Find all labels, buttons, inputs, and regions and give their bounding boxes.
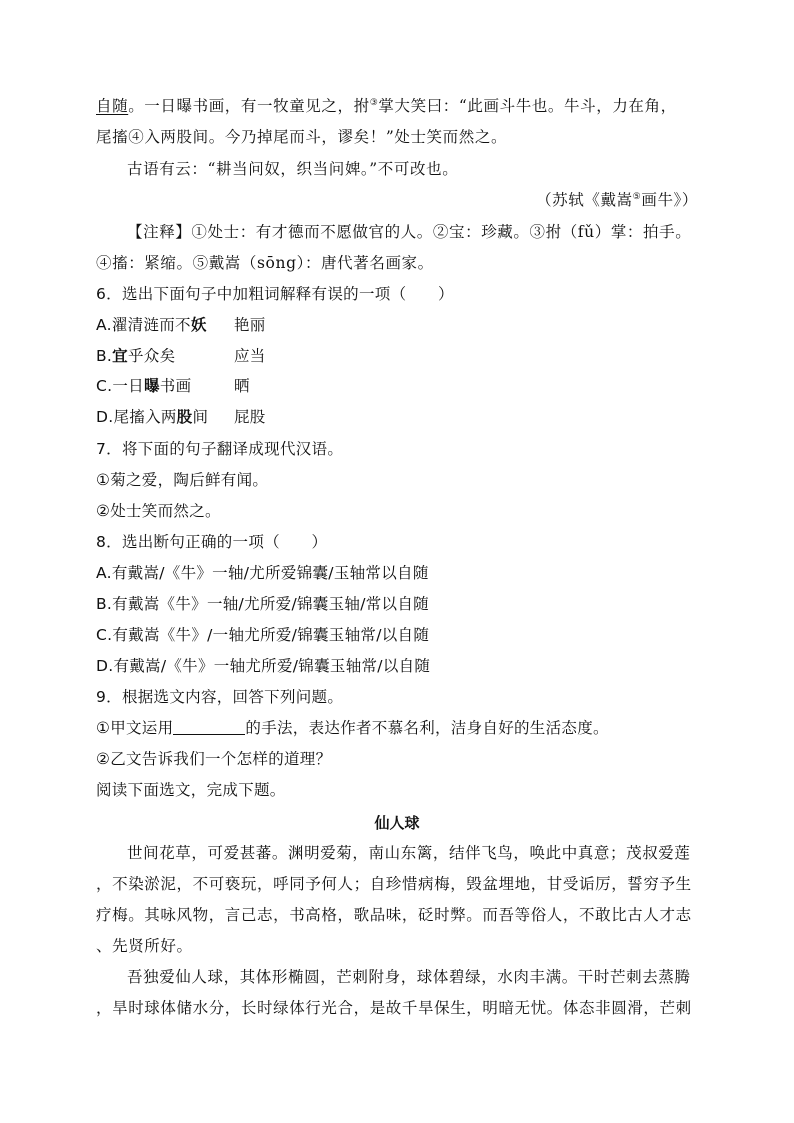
answer-blank[interactable] — [173, 720, 245, 735]
underlined-word: 自随 — [96, 97, 129, 115]
q9-item-2: ②乙文告诉我们一个怎样的道理？ — [96, 750, 332, 768]
question-8: 8．选出断句正确的一项（ ） — [96, 533, 328, 551]
q6-option-d: D.尾搐入两股间 屁股 — [96, 408, 266, 426]
passage-line-1: 自随。一日曝书画，有一牧童见之，拊③掌大笑曰：“此画斗牛也。牛斗，力在角， — [96, 97, 677, 115]
essay-p1-line-3: 疗梅。其咏风物，言己志，书高格，歌品味，砭时弊。而吾等俗人，不敢比古人才志 — [96, 906, 692, 924]
question-6: 6．选出下面句子中加粗词解释有误的一项（ ） — [96, 285, 454, 303]
question-9: 9．根据选文内容，回答下列问题。 — [96, 688, 344, 706]
essay-p1-line-2: ，不染淤泥，不可亵玩，呼同予何人；自珍惜病梅，毁盆埋地，甘受诟厉，誓穷予生 — [96, 875, 692, 893]
q9-item-1: ①甲文运用 的手法，表达作者不慕名利，洁身自好的生活态度。 — [96, 719, 609, 737]
essay-title: 仙人球 — [374, 814, 420, 832]
annotation-line-2: ④搐：紧缩。⑤戴嵩（sōng）：唐代著名画家。 — [96, 254, 434, 272]
q8-option-c: C.有戴嵩《牛》/一轴尤所爱/锦囊玉轴常/以自随 — [96, 626, 430, 644]
q8-option-a: A.有戴嵩/《牛》一轴/尤所爱锦囊/玉轴常以自随 — [96, 564, 429, 582]
passage-line-3: 古语有云：“耕当问奴，织当问婢。”不可改也。 — [127, 160, 459, 178]
q6-option-b: B.宜乎众矣 应当 — [96, 347, 266, 365]
passage-line-2: 尾搐④入两股间。今乃掉尾而斗，谬矣！”处士笑而然之。 — [96, 128, 508, 146]
q6-option-c: C.一日曝书画 晒 — [96, 377, 250, 395]
question-7: 7．将下面的句子翻译成现代汉语。 — [96, 440, 344, 458]
essay-p2-line-2: ，旱时球体储水分，长时绿体行光合，是故千旱保生，明暗无忧。体态非圆滑，芒刺 — [96, 999, 692, 1017]
q7-item-1: ①菊之爱，陶后鲜有闻。 — [96, 471, 269, 489]
q8-option-b: B.有戴嵩《牛》一轴/尤所爱/锦囊玉轴/常以自随 — [96, 595, 429, 613]
q8-option-d: D.有戴嵩/《牛》一轴尤所爱/锦囊玉轴常/以自随 — [96, 657, 431, 675]
q7-item-2: ②处士笑而然之。 — [96, 502, 221, 520]
reading-instruction: 阅读下面选文，完成下题。 — [96, 781, 286, 799]
passage-source: （苏轼《戴嵩⑤画牛》） — [536, 191, 698, 209]
essay-p1-line-4: 、先贤所好。 — [96, 937, 193, 955]
annotation-line-1: 【注释】①处士：有才德而不愿做官的人。②宝：珍藏。③拊（fǔ）掌：拍手。 — [127, 223, 692, 241]
q6-option-a: A.濯清涟而不妖 艳丽 — [96, 316, 266, 334]
essay-p1-line-1: 世间花草，可爱甚蕃。渊明爱菊，南山东篱，结伴飞鸟，唤此中真意；茂叔爱莲 — [127, 844, 691, 862]
essay-p2-line-1: 吾独爱仙人球，其体形椭圆，芒刺附身，球体碧绿，水肉丰满。干时芒刺去蒸腾 — [127, 968, 691, 986]
